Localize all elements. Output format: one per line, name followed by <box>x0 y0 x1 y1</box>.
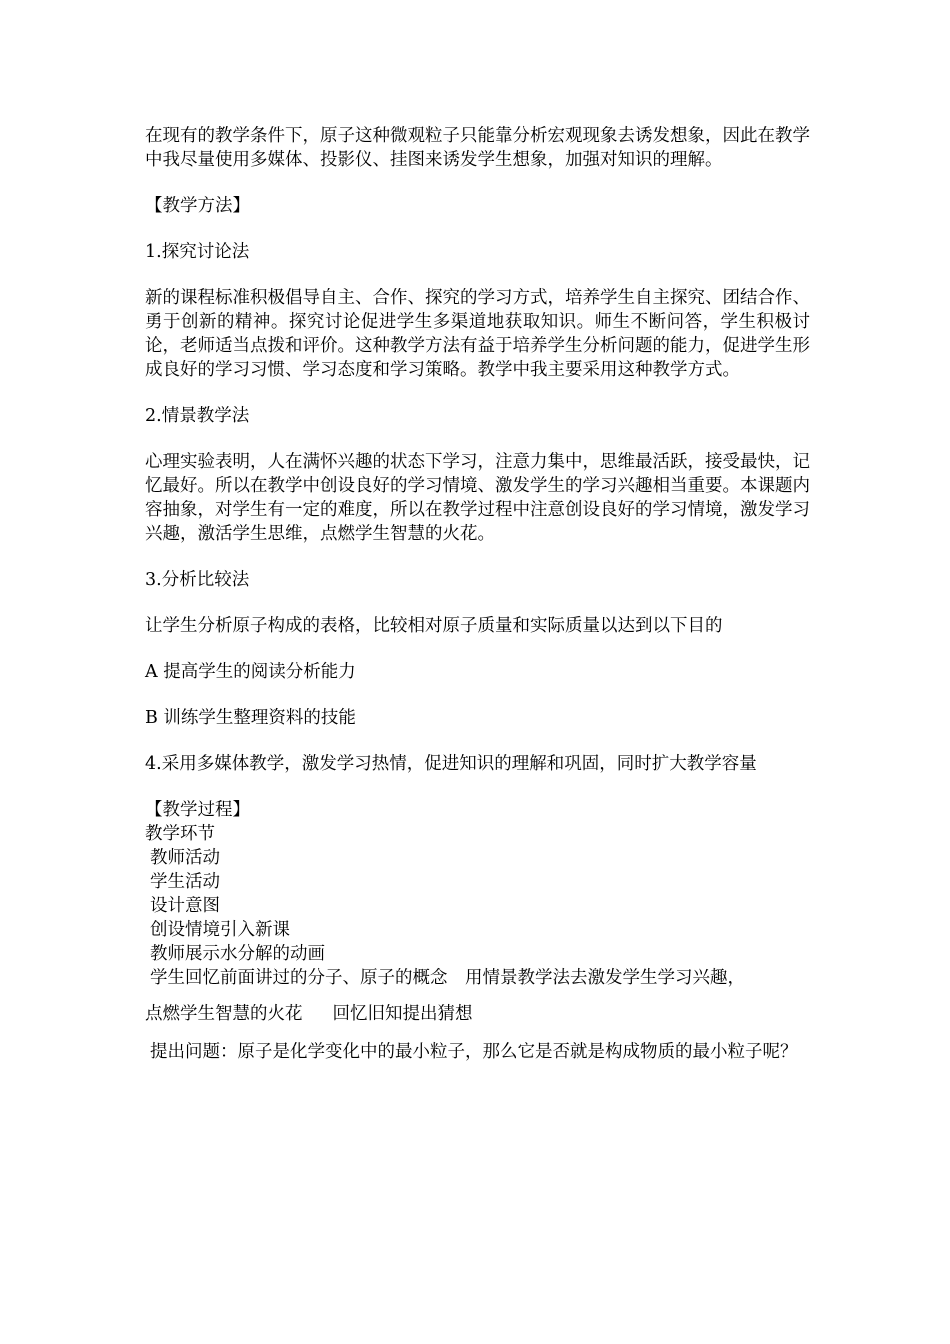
recall-text: 回忆旧知提出猜想 <box>332 1004 473 1024</box>
method3-text: 让学生分析原子构成的表格，比较相对原子质量和实际质量以达到以下目的 <box>145 616 723 636</box>
document-page <box>145 124 810 1086</box>
teacher1: 教师展示水分解的动画 <box>150 944 325 964</box>
stage1: 创设情境引入新课 <box>150 920 290 940</box>
design1-cont: 点燃学生智慧的火花 <box>145 1004 303 1024</box>
student1-line: 学生回忆前面讲过的分子、原子的概念 用情景教学法去激发学生学习兴趣， <box>150 968 745 988</box>
goal-a: A 提高学生的阅读分析能力 <box>145 662 356 682</box>
question-text: 提出问题：原子是化学变化中的最小粒子，那么它是否就是构成物质的最小粒子呢？ <box>150 1042 798 1062</box>
method2-text: 心理实验表明，人在满怀兴趣的状态下学习，注意力集中，思维最活跃，接受最快，记忆最好。所以在教学中创设良好的学习情境、激发学生的学习兴趣相当重要。本课题内容抽象，对学生有一定的难度，所以在教学过程中注意创设良好的学习情境，激发学习兴趣，激活学生思维，点燃学生智慧的火花。 <box>145 452 810 544</box>
method1-text: 新的课程标准积极倡导自主、合作、探究的学习方式，培养学生自主探究、团结合作、勇于创新的精神。探究讨论促进学生多渠道地获取知识。师生不断问答，学生积极讨论，老师适当点拨和评价。这种教学方法有益于培养学生分析问题的能力，促进学生形成良好的学习习惯、学习态度和学习策略。教学中我主要采用这种教学方式。 <box>145 288 810 380</box>
col-design: 设计意图 <box>150 896 220 916</box>
method3-title: 3.分析比较法 <box>145 570 250 590</box>
method4-text: 4.采用多媒体教学，激发学习热情，促进知识的理解和巩固，同时扩大教学容量 <box>145 754 757 774</box>
method2-title: 2.情景教学法 <box>145 406 250 426</box>
col-student: 学生活动 <box>150 872 220 892</box>
process-heading: 【教学过程】 <box>145 800 250 820</box>
col-teacher: 教师活动 <box>150 848 220 868</box>
design1-recall-line <box>145 1002 810 1026</box>
col-stage: 教学环节 <box>145 824 215 844</box>
methods-heading: 【教学方法】 <box>145 196 250 216</box>
process-section <box>145 798 810 1064</box>
intro-paragraph: 在现有的教学条件下，原子这种微观粒子只能靠分析宏观现象去诱发想象，因此在教学中我尽量使用多媒体、投影仪、挂图来诱发学生想象，加强对知识的理解。 <box>145 126 810 170</box>
goal-b: B 训练学生整理资料的技能 <box>145 708 356 728</box>
method1-title: 1.探究讨论法 <box>145 242 250 262</box>
